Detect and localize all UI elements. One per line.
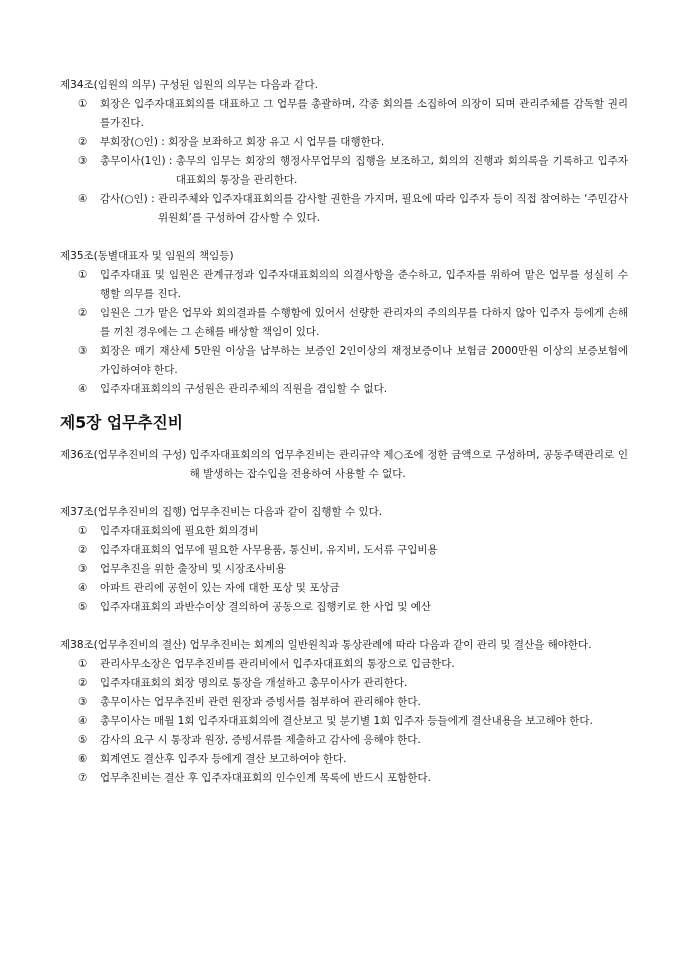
item-text: 업무추진비는 결산 후 입주자대표회의 인수인계 목록에 반드시 포함한다.: [100, 772, 431, 784]
item-text: [100, 133, 628, 152]
item-lead: 총무이사(1인) :: [100, 155, 176, 167]
item-text: 입주자대표회의 업무에 필요한 사무용품, 통신비, 유지비, 도서류 구입비용: [100, 544, 438, 556]
spacer: [60, 399, 628, 413]
list-item: [60, 560, 628, 579]
article-37: [60, 503, 628, 617]
item-text: 감사의 요구 시 통장과 원장, 증빙서류를 제출하고 감사에 응해야 한다.: [100, 734, 421, 746]
spacer: [60, 432, 628, 446]
item-text: 회장은 매기 재산세 5만원 이상을 납부하는 보증인 2인이상의 재정보증이나 보험금 2000만원 이상의 보증보험에 가입하여야 한다.: [100, 345, 628, 376]
item-text: 아파트 관리에 공헌이 있는 자에 대한 포상 및 포상금: [100, 582, 340, 594]
list-item: [60, 380, 628, 399]
list-item: [60, 342, 628, 380]
item-text: 업무추진을 위한 출장비 및 시장조사비용: [100, 563, 286, 575]
item-text: 입주자대표회의의 구성원은 관리주체의 직원을 겸임할 수 없다.: [100, 383, 388, 395]
spacer: [60, 228, 628, 247]
list-item: [60, 674, 628, 693]
list-item: [60, 133, 628, 152]
article-36-title: 제36조(업무추진비의 구성): [60, 449, 190, 461]
item-text: 임원은 그가 맡은 업무와 회의결과를 수행함에 있어서 선량한 관리자의 주의의무를 다하지 않아 입주자 등에게 손해를 끼친 경우에는 그 손해를 배상할 책임이 있다.: [100, 307, 628, 338]
item-text: 회계연도 결산후 입주자 등에게 결산 보고하여야 한다.: [100, 753, 347, 765]
item-text: 관리사무소장은 업무추진비를 관리비에서 입주자대표회의 통장으로 입금한다.: [100, 658, 455, 670]
item-text: 총무이사는 업무추진비 관련 원장과 증빙서를 첨부하여 관리해야 한다.: [100, 696, 421, 708]
list-item: [60, 579, 628, 598]
article-34-items: [60, 95, 628, 228]
item-lead: 감사(○인) :: [100, 193, 158, 205]
item-text: [100, 190, 628, 228]
item-number: ④: [78, 193, 88, 205]
list-item: [60, 152, 628, 190]
list-item: [60, 598, 628, 617]
item-number: ④: [78, 715, 88, 727]
article-38-title: 제38조(업무추진비의 결산): [60, 639, 190, 651]
list-item: [60, 712, 628, 731]
item-text: 입주자대표 및 임원은 관계규정과 입주자대표회의의 의결사항을 준수하고, 입주자를 위하여 맡은 업무를 성실히 수행할 의무를 진다.: [100, 269, 628, 300]
article-38-header: [60, 636, 628, 655]
list-item: [60, 266, 628, 304]
list-item: [60, 522, 628, 541]
list-item: [60, 750, 628, 769]
item-number: ②: [78, 677, 88, 689]
item-number: ①: [78, 98, 88, 110]
list-item: [60, 769, 628, 788]
article-35-title: 제35조(동별대표자 및 임원의 책임등): [60, 250, 234, 262]
item-body: 관리주체와 입주자대표회의를 감사할 권한을 가지며, 필요에 따라 입주자 등이 직접 참여하는 ‘주민감사위원회’를 구성하여 감사할 수 있다.: [158, 193, 628, 224]
list-item: [60, 693, 628, 712]
item-number: ②: [78, 307, 88, 319]
list-item: [60, 304, 628, 342]
spacer: [60, 484, 628, 503]
article-37-title: 제37조(업무추진비의 집행) 업무추진비는 다음과 같이 집행할 수 있다.: [60, 506, 383, 518]
item-number: ⑤: [78, 601, 88, 613]
article-38-items: [60, 655, 628, 788]
article-37-items: [60, 522, 628, 617]
item-number: ⑤: [78, 734, 88, 746]
chapter-heading: 제5장 업무추진비: [60, 413, 183, 432]
item-number: ③: [78, 563, 88, 575]
item-text: 회장은 입주자대표회의를 대표하고 그 업무를 총괄하며, 각종 회의를 소집하여 의장이 되며 관리주체를 감독할 권리를가진다.: [100, 98, 628, 129]
item-number: ③: [78, 155, 88, 167]
article-34: [60, 76, 628, 228]
list-item: [60, 541, 628, 560]
item-number: ②: [78, 544, 88, 556]
list-item: [60, 731, 628, 750]
article-36-body: 입주자대표회의의 업무추진비는 관리규약 제○조에 정한 금액으로 구성하며, 공동주택관리로 인해 발생하는 잡수입을 전용하여 사용할 수 없다.: [189, 449, 628, 480]
item-number: ②: [78, 136, 88, 148]
item-body: 회장을 보좌하고 회장 유고 시 업무를 대행한다.: [168, 136, 385, 148]
item-number: ⑥: [78, 753, 88, 765]
list-item: [60, 190, 628, 228]
item-text: 입주자대표회의 과반수이상 결의하여 공동으로 집행키로 한 사업 및 예산: [100, 601, 431, 613]
article-35: [60, 247, 628, 399]
item-body: 총무의 임무는 회장의 행정사무업무의 집행을 보조하고, 회의의 진행과 회의록을 기록하고 입주자대표회의 통장을 관리한다.: [175, 155, 628, 186]
item-text: [100, 152, 628, 190]
item-text: 입주자대표회의 회장 명의로 통장을 개설하고 총무이사가 관리한다.: [100, 677, 408, 689]
item-number: ④: [78, 582, 88, 594]
article-35-items: [60, 266, 628, 399]
item-number: ①: [78, 269, 88, 281]
article-38-body: 업무추진비는 회계의 일반원칙과 통상관례에 따라 다음과 같이 관리 및 결산을 해야한다.: [189, 639, 592, 651]
item-text: 총무이사는 매월 1회 입주자대표회의에 결산보고 및 분기별 1회 입주자 등들에게 결산내용을 보고해야 한다.: [100, 715, 593, 727]
item-number: ③: [78, 696, 88, 708]
item-number: ④: [78, 383, 88, 395]
article-36: [60, 446, 628, 484]
spacer: [60, 617, 628, 636]
item-lead: 부회장(○인) :: [100, 136, 169, 148]
list-item: [60, 655, 628, 674]
article-38: [60, 636, 628, 788]
item-number: ①: [78, 525, 88, 537]
item-number: ③: [78, 345, 88, 357]
item-number: ⑦: [78, 772, 88, 784]
article-34-title: 제34조(임원의 의무) 구성된 임원의 의무는 다음과 같다.: [60, 79, 318, 91]
list-item: [60, 95, 628, 133]
item-number: ①: [78, 658, 88, 670]
item-text: 입주자대표회의에 필요한 회의경비: [100, 525, 259, 537]
